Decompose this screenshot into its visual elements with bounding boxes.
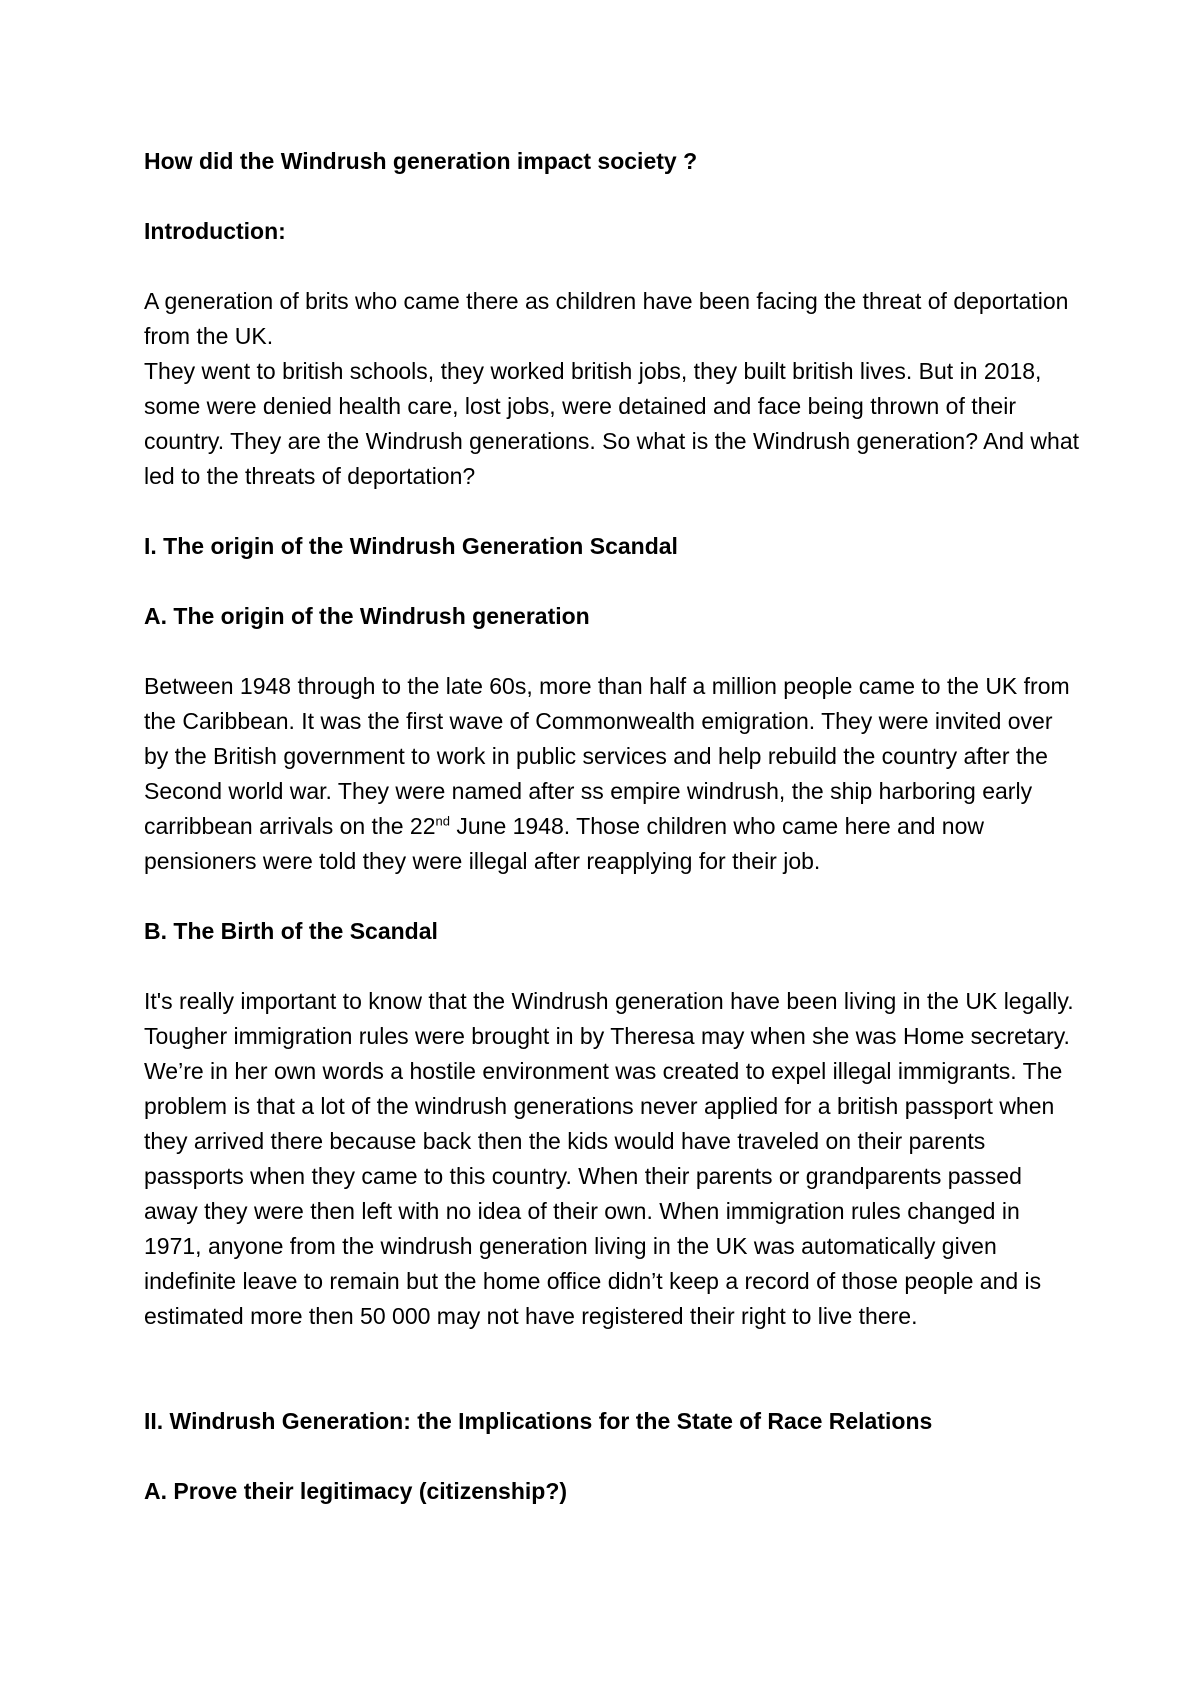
intro-paragraph: A generation of brits who came there as children have been facing the threat of deportation from the UK. <box>144 288 1069 349</box>
spacer <box>144 634 1080 669</box>
section-1a-text-part1: Between 1948 through to the late 60s, more than half a million people came to the UK from the Caribbean. It was the first wave of Commonwealth emigration. They were invited over by the British government to work in public services and help rebuild the country after the Second world war. They were named after ss empire windrush, the ship harboring early carribbean arrivals on the 22 <box>144 673 1070 839</box>
section-2a-heading: A. Prove their legitimacy (citizenship?) <box>144 1478 568 1504</box>
spacer <box>144 564 1080 599</box>
spacer <box>144 1334 1080 1404</box>
spacer <box>144 949 1080 984</box>
spacer <box>144 494 1080 529</box>
intro-heading: Introduction: <box>144 218 286 244</box>
section-1b-heading: B. The Birth of the Scandal <box>144 918 438 944</box>
spacer <box>144 879 1080 914</box>
intro-paragraph-2: They went to british schools, they worked british jobs, they built british lives. But in 2018, some were denied health care, lost jobs, were detained and face being thrown of their country. They are the Windrush generations. So what is the Windrush generation? And what led to the threats of deportation? <box>144 358 1080 489</box>
ordinal-suffix: nd <box>435 813 450 829</box>
spacer <box>144 1439 1080 1474</box>
section-1a-heading: A. The origin of the Windrush generation <box>144 603 590 629</box>
section-1-heading: I. The origin of the Windrush Generation Scandal <box>144 533 678 559</box>
section-2-heading: II. Windrush Generation: the Implications for the State of Race Relations <box>144 1408 933 1434</box>
spacer <box>144 249 1080 284</box>
spacer <box>144 179 1080 214</box>
document-title: How did the Windrush generation impact society ? <box>144 148 698 174</box>
section-1a-text-part2: June 1948. Those children who came here and now pensioners were told they were illegal after reapplying for their job. <box>144 813 984 874</box>
section-1b-paragraph: It's really important to know that the Windrush generation have been living in the UK legally. Tougher immigration rules were brought in by Theresa may when she was Home secretary. We’re in her own words a hostile environment was created to expel illegal immigrants. The problem is that a lot of the windrush generations never applied for a british passport when they arrived there because back then the kids would have traveled on their parents passports when they came to this country. When their parents or grandparents passed away they were then left with no idea of their own. When immigration rules changed in 1971, anyone from the windrush generation living in the UK was automatically given indefinite leave to remain but the home office didn’t keep a record of those people and is estimated more then 50 000 may not have registered their right to live there. <box>144 988 1074 1329</box>
section-1a-paragraph <box>144 669 1080 879</box>
